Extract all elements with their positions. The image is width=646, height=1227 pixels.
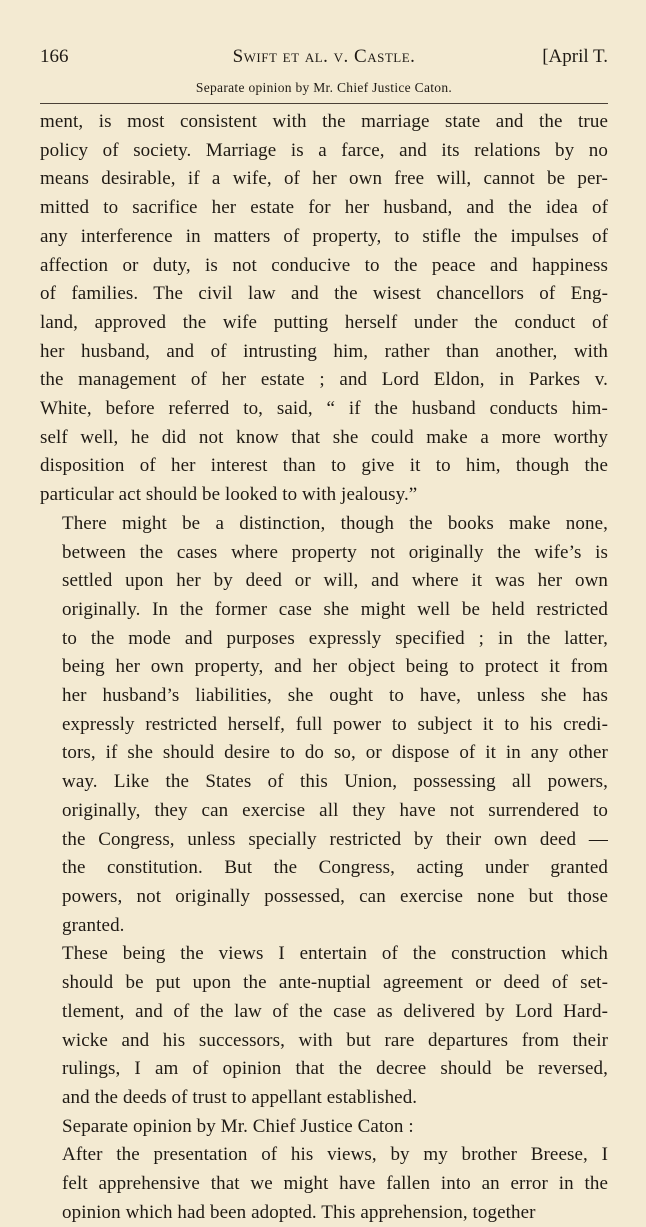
text-line: wicke and his successors, with but rare departures from their [62, 1029, 608, 1051]
text-line: originally. In the former case she might well be held restricted [62, 598, 608, 620]
text-line: After the presentation of his views, by my brother Breese, I [62, 1144, 608, 1166]
text-line: powers, not originally possessed, can exercise none but those [62, 885, 608, 907]
text-line: the constitution. But the Congress, acting under granted [62, 857, 608, 879]
page-header [40, 46, 608, 74]
text-line: any interference in matters of property, to stifle the impulses of [40, 225, 608, 247]
paragraph [40, 108, 608, 510]
text-line: These being the views I entertain of the construction which [62, 943, 608, 965]
text-line: There might be a distinction, though the books make none, [62, 512, 608, 534]
text-line: to the mode and purposes expressly specified ; in the latter, [62, 627, 608, 649]
text-line: her husband’s liabilities, she ought to have, unless she has [62, 685, 608, 707]
text-line: land, approved the wife putting herself under the conduct of [40, 311, 608, 333]
text-line: and the deeds of trust to appellant established. [62, 1086, 418, 1108]
paragraph [40, 510, 608, 941]
text-line: should be put upon the ante-nuptial agreement or deed of set- [62, 972, 608, 994]
paragraph [40, 1113, 608, 1142]
text-line: mitted to sacrifice her estate for her husband, and the idea of [40, 197, 608, 219]
text-line: means desirable, if a wife, of her own free will, cannot be per- [40, 168, 608, 190]
text-line: originally, they can exercise all they have not surrendered to [62, 799, 608, 821]
text-line: affection or duty, is not conducive to the peace and happiness [40, 254, 608, 276]
text-line: the management of her estate ; and Lord Eldon, in Parkes v. [40, 369, 608, 391]
text-line: particular act should be looked to with jealousy.” [40, 484, 418, 506]
text-line: Separate opinion by Mr. Chief Justice Caton : [62, 1115, 414, 1137]
text-line: opinion which had been adopted. This apprehension, together [62, 1201, 536, 1223]
term-label: [April T. [542, 46, 608, 67]
paragraph [40, 1141, 608, 1227]
text-line: granted. [62, 914, 125, 936]
text-line: disposition of her interest than to give it to him, though the [40, 455, 608, 477]
text-line: felt apprehensive that we might have fallen into an error in the [62, 1173, 608, 1195]
page-number: 166 [40, 46, 69, 67]
text-line: tlement, and of the law of the case as delivered by Lord Hard- [62, 1000, 608, 1022]
text-line: the Congress, unless specially restricted by their own deed — [62, 828, 608, 850]
opinion-text [40, 108, 608, 1227]
text-line: way. Like the States of this Union, possessing all powers, [62, 771, 608, 793]
paragraph [40, 940, 608, 1112]
text-line: her husband, and of intrusting him, rather than another, with [40, 340, 608, 362]
text-line: self well, he did not know that she could make a more worthy [40, 426, 608, 448]
text-line: expressly restricted herself, full power to subject it to his credi- [62, 713, 608, 735]
text-line: tors, if she should desire to do so, or dispose of it in any other [62, 742, 608, 764]
text-line: settled upon her by deed or will, and where it was her own [62, 570, 608, 592]
section-subheader: Separate opinion by Mr. Chief Justice Caton. [40, 80, 608, 104]
running-title: Swift et al. v. Castle. [232, 46, 416, 67]
text-line: ment, is most consistent with the marriage state and the true [40, 111, 608, 132]
text-line: rulings, I am of opinion that the decree should be reversed, [62, 1058, 608, 1080]
text-line: between the cases where property not originally the wife’s is [62, 541, 608, 563]
text-line: of families. The civil law and the wisest chancellors of Eng- [40, 283, 608, 305]
text-line: being her own property, and her object being to protect it from [62, 656, 608, 678]
text-line: policy of society. Marriage is a farce, and its relations by no [40, 139, 608, 161]
text-line: White, before referred to, said, “ if the husband conducts him- [40, 398, 608, 420]
